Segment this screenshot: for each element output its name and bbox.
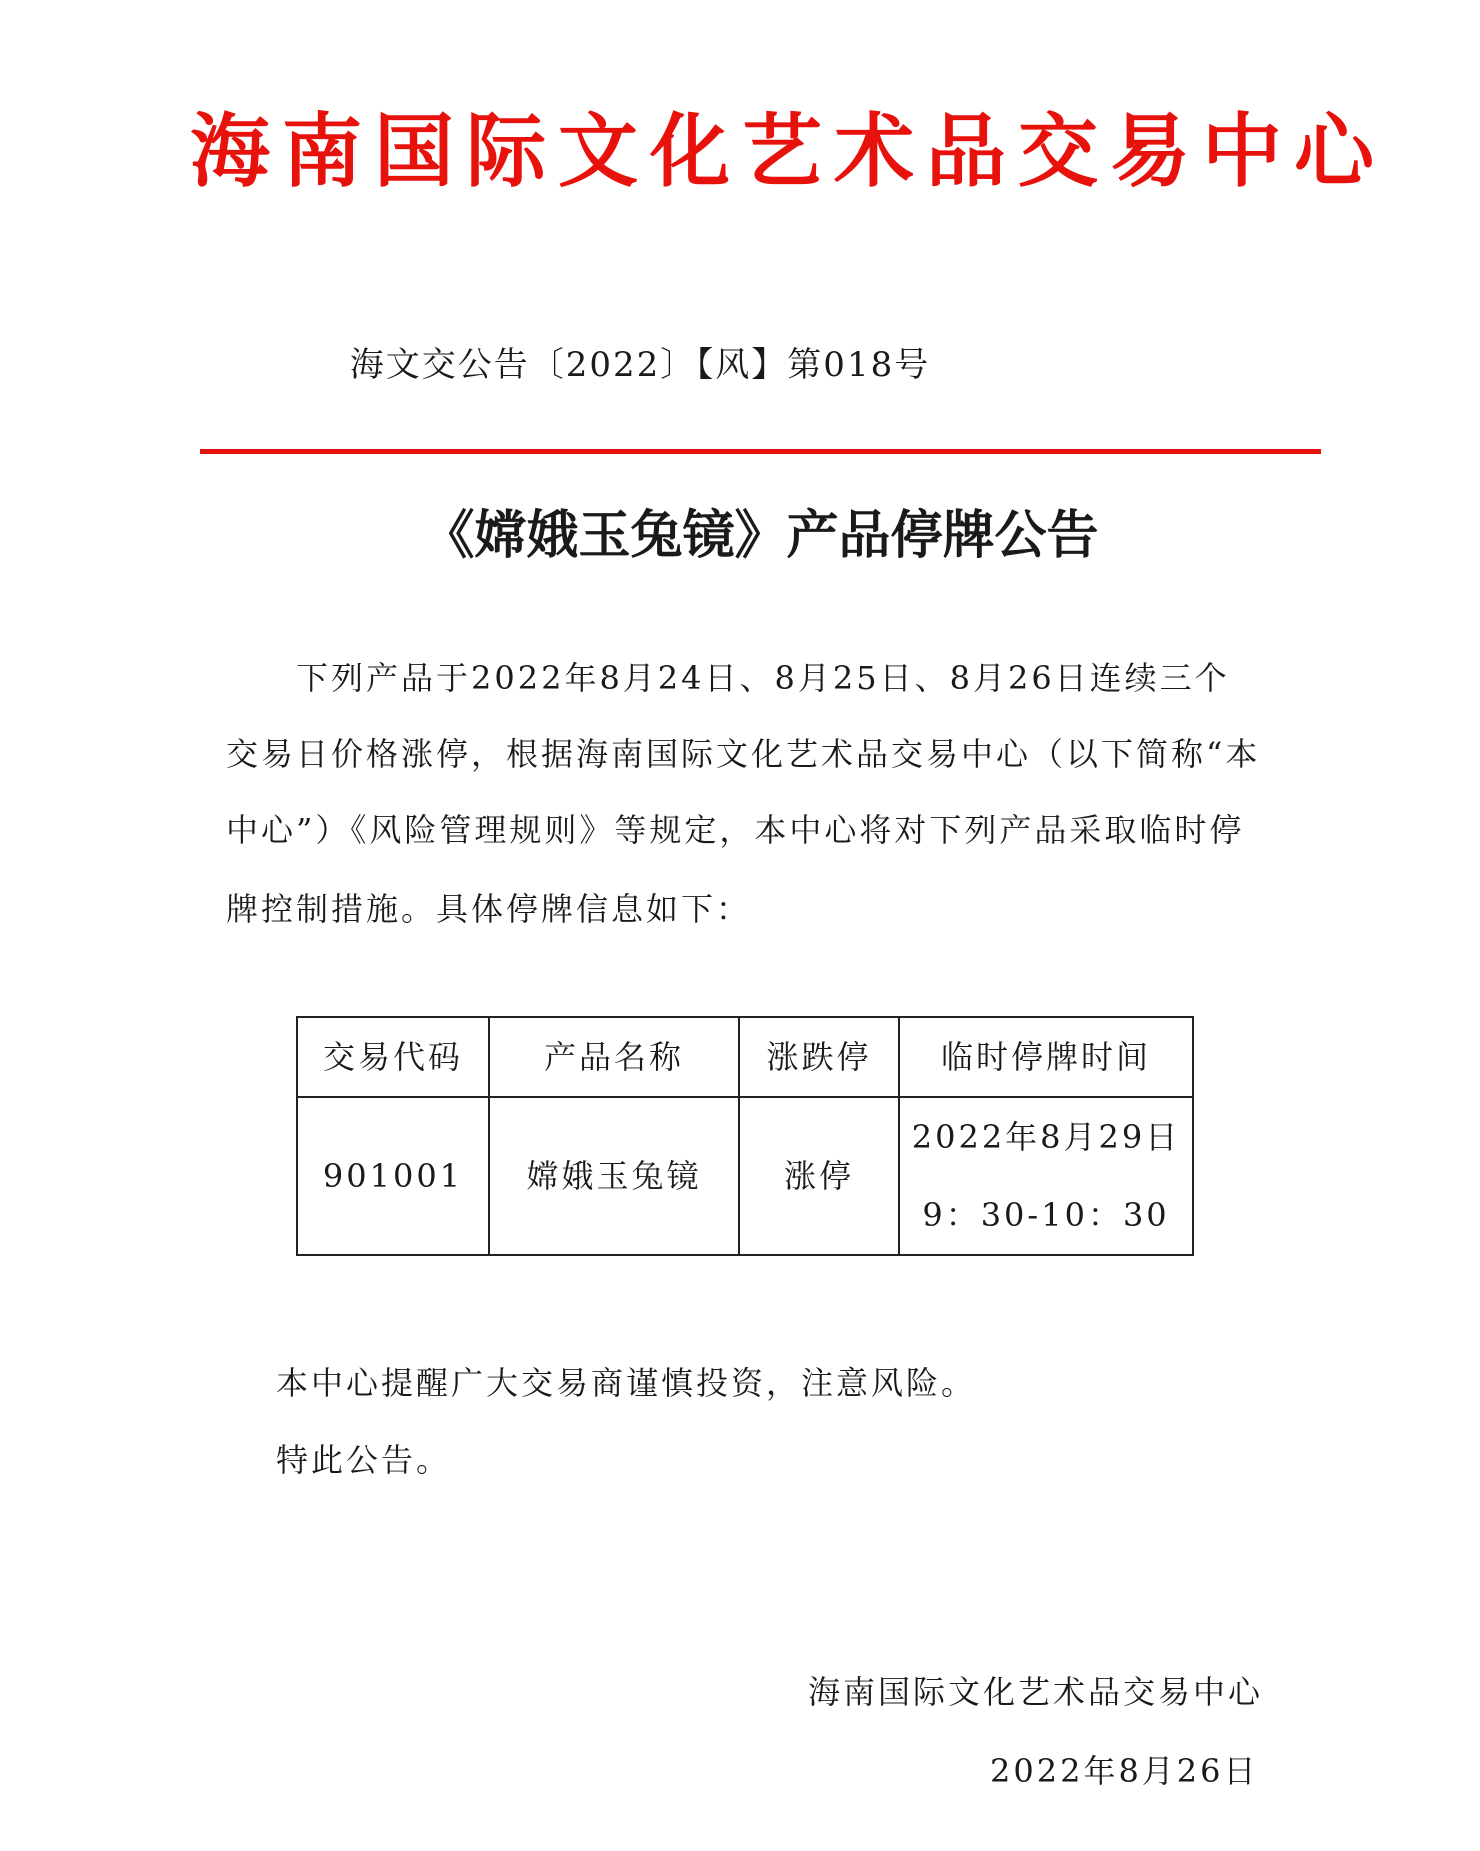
closing-remark: 特此公告。 <box>276 1441 452 1479</box>
cell-trade-code: 901001 <box>297 1097 489 1255</box>
body-line: 中心”）《风险管理规则》等规定，本中心将对下列产品采取临时停 <box>226 811 1245 849</box>
table-header-row <box>297 1017 1193 1097</box>
document-title: 《嫦娥玉兔镜》产品停牌公告 <box>422 506 1099 566</box>
risk-reminder: 本中心提醒广大交易商谨慎投资，注意风险。 <box>276 1364 977 1402</box>
body-line: 牌控制措施。具体停牌信息如下： <box>226 890 752 928</box>
suspension-info-table <box>296 1016 1194 1256</box>
cell-suspension-time <box>899 1097 1193 1255</box>
issuer-header: 海南国际文化艺术品交易中心 <box>190 105 1386 198</box>
table-row <box>297 1097 1193 1255</box>
header-divider <box>200 449 1321 454</box>
cell-limit: 涨停 <box>739 1097 899 1255</box>
header-trade-code: 交易代码 <box>297 1017 489 1097</box>
header-suspension-time: 临时停牌时间 <box>899 1017 1193 1097</box>
header-limit: 涨跌停 <box>739 1017 899 1097</box>
document-number: 海文交公告〔2022〕【风】第018号 <box>349 345 931 385</box>
body-line: 交易日价格涨停，根据海南国际文化艺术品交易中心（以下简称“本 <box>226 735 1261 773</box>
body-line: 下列产品于2022年8月24日、8月25日、8月26日连续三个 <box>296 659 1230 697</box>
signature-org: 海南国际文化艺术品交易中心 <box>808 1673 1264 1711</box>
signature-date: 2022年8月26日 <box>990 1752 1259 1790</box>
cell-product-name: 嫦娥玉兔镜 <box>489 1097 739 1255</box>
suspension-date: 2022年8月29日 <box>911 1118 1181 1156</box>
suspension-hours: 9：30-10：30 <box>922 1196 1170 1234</box>
header-product-name: 产品名称 <box>489 1017 739 1097</box>
